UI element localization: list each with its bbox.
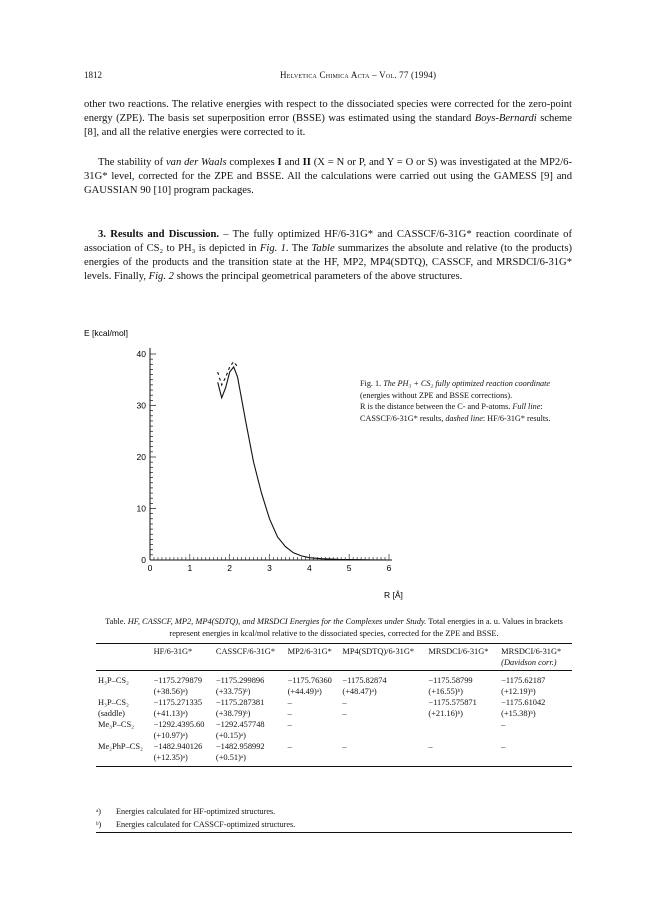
header-text: MRSDCI/6-31G* bbox=[501, 647, 562, 656]
table-cell: (+33.75)ᵇ) bbox=[215, 687, 251, 696]
y-tick-label: 10 bbox=[136, 503, 146, 514]
caption-title: The PH₃ + CS₂ fully optimized reaction coordinate bbox=[381, 379, 551, 388]
table-caption-rest: Total energies in a. u. Values in brackets represent energies in kcal/mol relative to the dissociated species, corrected for the ZPE and BSSE. bbox=[169, 617, 563, 638]
paragraph-2 bbox=[84, 156, 572, 198]
chart-axes bbox=[150, 348, 392, 560]
table-cell: (+44.49)ᵃ) bbox=[287, 687, 322, 696]
table-row bbox=[96, 708, 572, 719]
table-cell: −1292.4395.60 bbox=[153, 720, 205, 729]
table-cell bbox=[340, 752, 426, 767]
footnote-text: Energies calculated for HF-optimized structures. bbox=[116, 807, 276, 816]
table-cell: – bbox=[428, 742, 433, 751]
table-cell: (+38.79)ᵇ) bbox=[215, 709, 251, 718]
table-cell: −1482.958992 bbox=[215, 742, 265, 751]
table-cell: (+0.15)ᵃ) bbox=[215, 731, 246, 740]
table-cell: −1175.271335 bbox=[153, 698, 203, 707]
table-cell: Me₃P–CS₂ bbox=[98, 720, 135, 729]
p2-b: complexes bbox=[226, 157, 278, 168]
table-row bbox=[96, 752, 572, 767]
footnote-rule bbox=[96, 832, 572, 833]
x-tick-label: 6 bbox=[386, 563, 392, 573]
caption-label: Fig. 1. bbox=[360, 379, 382, 388]
paragraph-1 bbox=[84, 98, 572, 140]
p2-d: (X = N or P, and Y = O or S) was investigated at the MP2/6-31G* level, corrected for the ZPE and BSSE. All the calculations were carried out using the GAMESS [9] and GAUSSIAN 90 [10] program packages. bbox=[84, 157, 572, 196]
table-cell bbox=[499, 752, 572, 767]
caption-dashed-line: dashed line bbox=[445, 413, 483, 423]
table-cell bbox=[426, 730, 499, 741]
table-cell: (+12.35)ᵃ) bbox=[153, 753, 188, 762]
complex-II: II bbox=[302, 157, 311, 168]
section-heading: 3. Results and Discussion. bbox=[98, 229, 220, 240]
y-tick-label: 20 bbox=[136, 452, 146, 462]
fig1-ref: Fig. 1 bbox=[259, 243, 286, 254]
x-axis-label: R [Å] bbox=[384, 590, 403, 600]
figure-1-chart bbox=[84, 324, 414, 614]
footnote-mark: ᵇ) bbox=[96, 820, 102, 829]
table-row bbox=[96, 719, 572, 730]
table-cell: – bbox=[501, 742, 506, 751]
table-cell bbox=[96, 686, 152, 697]
p2-c: and bbox=[281, 157, 303, 168]
table-cell bbox=[426, 719, 499, 730]
p3-d: shows the principal geometrical parameters of the above structures. bbox=[173, 271, 463, 282]
table-cell: −1175.575871 bbox=[428, 698, 477, 707]
complex-I: I bbox=[277, 157, 282, 168]
table-cell: (+10.97)ᵃ) bbox=[153, 731, 188, 740]
table-cell bbox=[340, 719, 426, 730]
y-tick-label: 40 bbox=[136, 349, 146, 359]
table-row bbox=[96, 741, 572, 752]
header-note: (Davidson corr.) bbox=[501, 658, 557, 667]
table-cell: – bbox=[287, 698, 292, 707]
table-header-cell: HF/6-31G* bbox=[153, 647, 193, 656]
x-tick-label: 5 bbox=[346, 563, 352, 573]
table-cell: – bbox=[287, 742, 292, 751]
table-cell: – bbox=[342, 709, 347, 718]
footnote-b bbox=[96, 819, 572, 830]
table-ref: Table bbox=[311, 243, 335, 254]
table-cell: (+15.38)ᵇ) bbox=[501, 709, 536, 718]
table-caption-label: Table. bbox=[105, 617, 126, 626]
table-cell: −1175.299896 bbox=[215, 676, 265, 685]
caption-part2: : CASSCF/6-31G* results, bbox=[360, 402, 543, 423]
table-cell: −1292.457748 bbox=[215, 720, 265, 729]
table-cell: −1175.58799 bbox=[428, 676, 473, 685]
table-cell: (saddle) bbox=[98, 709, 125, 718]
table-cell: – bbox=[342, 698, 347, 707]
table-cell bbox=[426, 752, 499, 767]
table-row bbox=[96, 697, 572, 708]
table-cell: −1175.62187 bbox=[501, 676, 546, 685]
footnote-a bbox=[96, 806, 572, 817]
table-header-cell: CASSCF/6-31G* bbox=[215, 647, 276, 656]
p1-text: other two reactions. The relative energies with respect to the dissociated species were corrected for the zero-point energy (ZPE). The basis set superposition error (BSSE) was estimated using the standard bbox=[84, 99, 572, 124]
table-header-cell: MP2/6-31G* bbox=[287, 647, 332, 656]
table-cell bbox=[499, 730, 572, 741]
table-cell bbox=[96, 752, 152, 767]
p1-italic: Boys-Bernardi bbox=[474, 113, 537, 124]
table-cell: – bbox=[287, 709, 292, 718]
p3-b: . The bbox=[285, 243, 312, 254]
table-cell bbox=[96, 730, 152, 741]
table-cell: – bbox=[287, 720, 292, 729]
paragraph-3 bbox=[84, 228, 572, 284]
figure-caption bbox=[360, 378, 570, 424]
table-cell: – bbox=[342, 742, 347, 751]
table-cell: H₃P–CS₂ bbox=[98, 676, 129, 685]
table-cell bbox=[286, 752, 341, 767]
y-axis-label: E [kcal/mol] bbox=[84, 328, 128, 338]
table-cell: (+16.55)ᵇ) bbox=[428, 687, 463, 696]
journal-title: Helvetica Chimica Acta – Vol. 77 (1994) bbox=[280, 70, 437, 80]
table-cell: (+41.13)ᵃ) bbox=[153, 709, 188, 718]
table-body bbox=[96, 671, 572, 767]
table-header-cell bbox=[96, 644, 152, 671]
table-header-row bbox=[96, 644, 572, 671]
p1-end: scheme [8], and all the relative energies were corrected to it. bbox=[84, 113, 572, 138]
table-cell: Me₂PhP–CS₂ bbox=[98, 742, 143, 751]
y-tick-label: 30 bbox=[136, 400, 146, 411]
p3-a: – The fully optimized HF/6-31G* and CASSCF/6-31G* reaction coordinate of association of CS₂ to PH₃ is depicted in bbox=[84, 229, 572, 254]
caption-part3: : HF/6-31G* results. bbox=[482, 413, 551, 423]
table-row bbox=[96, 686, 572, 697]
running-header bbox=[84, 70, 572, 84]
table-cell: (+0.51)ᵃ) bbox=[215, 753, 246, 762]
x-tick-label: 1 bbox=[187, 563, 193, 573]
p3-c: summarizes the absolute and relative (to the products) energies of the products and the transition state at the HF, MP2, MP4(SDTQ), CASSCF, and MRSDCI/6-31G* levels. Finally, bbox=[84, 243, 572, 282]
table-cell: −1175.61042 bbox=[501, 698, 546, 707]
caption-full-line: Full line bbox=[512, 402, 541, 411]
energies-table bbox=[96, 643, 572, 767]
p2-a: The stability of bbox=[98, 157, 166, 168]
p2-italic: van der Waals bbox=[165, 157, 227, 168]
table-row bbox=[96, 671, 572, 687]
table-cell: (+38.56)ᵃ) bbox=[153, 687, 188, 696]
table-caption-title: HF, CASSCF, MP2, MP4(SDTQ), and MRSDCI Energies for the Complexes under Study. bbox=[127, 617, 427, 626]
table-row bbox=[96, 730, 572, 741]
table-header-cell-last bbox=[499, 644, 572, 671]
fig2-ref: Fig. 2 bbox=[148, 271, 174, 282]
x-tick-label: 4 bbox=[306, 563, 312, 573]
chart-tick-labels bbox=[137, 349, 392, 573]
table-cell: −1175.76360 bbox=[287, 676, 332, 685]
page-number: 1812 bbox=[84, 70, 102, 80]
x-tick-label: 0 bbox=[147, 563, 153, 573]
y-tick-label: 0 bbox=[141, 555, 146, 565]
table-cell: −1482.940126 bbox=[153, 742, 203, 751]
table-header-cell: MRSDCI/6-31G* bbox=[428, 647, 489, 656]
table-cell bbox=[340, 730, 426, 741]
table-cell: (+21.16)ᵇ) bbox=[428, 709, 463, 718]
caption-r-def: R is the distance between the C- and P-atoms. bbox=[360, 402, 513, 411]
footnote-mark: ᵃ) bbox=[96, 807, 101, 816]
caption-part1: (energies without ZPE and BSSE corrections). bbox=[360, 390, 513, 400]
table-header-cell: MP4(SDTQ)/6-31G* bbox=[342, 647, 415, 656]
footnote-text: Energies calculated for CASSCF-optimized structures. bbox=[116, 820, 296, 829]
table-cell: −1175.82874 bbox=[342, 676, 387, 685]
table-cell: H₃P–CS₂ bbox=[98, 698, 129, 707]
x-tick-label: 3 bbox=[267, 563, 272, 573]
table-cell: (+12.19)ᵇ) bbox=[501, 687, 536, 696]
table-caption bbox=[96, 616, 572, 640]
x-tick-label: 2 bbox=[227, 563, 233, 573]
table-cell: −1175.279879 bbox=[153, 676, 203, 685]
table-cell: (+48.47)ᵃ) bbox=[342, 687, 377, 696]
table-cell: – bbox=[501, 720, 506, 729]
table-cell bbox=[286, 730, 341, 741]
table-cell: −1175.287381 bbox=[215, 698, 265, 707]
chart-ticks bbox=[150, 354, 389, 560]
